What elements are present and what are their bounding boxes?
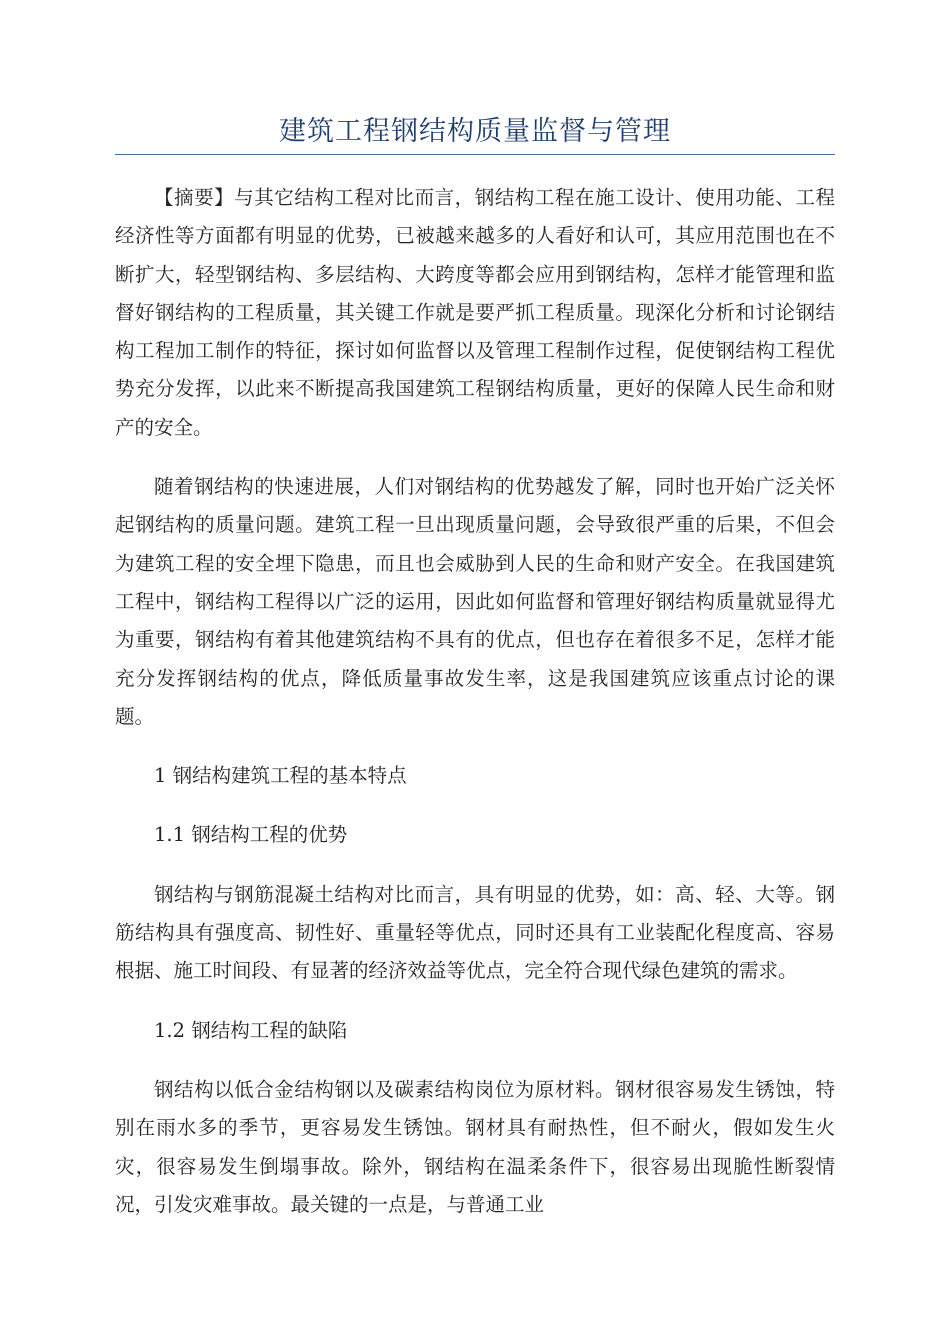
document-title: 建筑工程钢结构质量监督与管理 xyxy=(279,116,671,147)
title-divider xyxy=(115,154,835,155)
defects-paragraph: 钢结构以低合金结构钢以及碳素结构岗位为原材料。钢材很容易发生锈蚀，特别在雨水多的季节，更容易发生锈蚀。钢材具有耐热性，但不耐火，假如发生火灾，很容易发生倒塌事故。除外，钢结构在温柔条件下，很容易出现脆性断裂情况，引发灾难事故。最关键的一点是，与普通工业 xyxy=(115,1077,835,1216)
abstract-paragraph: 【摘要】与其它结构工程对比而言，钢结构工程在施工设计、使用功能、工程经济性等方面都有明显的优势，已被越来越多的人看好和认可，其应用范围也在不断扩大，轻型钢结构、多层结构、大跨度等都会应用到钢结构，怎样才能管理和监督好钢结构的工程质量，其关键工作就是要严抓工程质量。现深化分析和讨论钢结构工程加工制作的特征，探讨如何监督以及管理工程制作过程，促使钢结构工程优势充分发挥，以此来不断提高我国建筑工程钢结构质量，更好的保障人民生命和财产的安全。 xyxy=(115,186,835,439)
subsection-heading-1-2: 1.2 钢结构工程的缺陷 xyxy=(154,1018,348,1042)
subsection-heading-1-1: 1.1 钢结构工程的优势 xyxy=(154,823,348,847)
intro-paragraph: 随着钢结构的快速进展，人们对钢结构的优势越发了解，同时也开始广泛关怀起钢结构的质量问题。建筑工程一旦出现质量问题，会导致很严重的后果，不但会为建筑工程的安全埋下隐患，而且也会威胁到人民的生命和财产安全。在我国建筑工程中，钢结构工程得以广泛的运用，因此如何监督和管理好钢结构质量就显得尤为重要，钢结构有着其他建筑结构不具有的优点，但也存在着很多不足，怎样才能充分发挥钢结构的优点，降低质量事故发生率，这是我国建筑应该重点讨论的课题。 xyxy=(115,475,835,728)
document-page xyxy=(115,112,835,1245)
section-heading-1: 1 钢结构建筑工程的基本特点 xyxy=(154,764,407,788)
advantages-paragraph: 钢结构与钢筋混凝土结构对比而言，具有明显的优势，如：高、轻、大等。钢筋结构具有强度高、韧性好、重量轻等优点，同时还具有工业装配化程度高、容易根据、施工时间段、有显著的经济效益等优点，完全符合现代绿色建筑的需求。 xyxy=(115,882,835,983)
